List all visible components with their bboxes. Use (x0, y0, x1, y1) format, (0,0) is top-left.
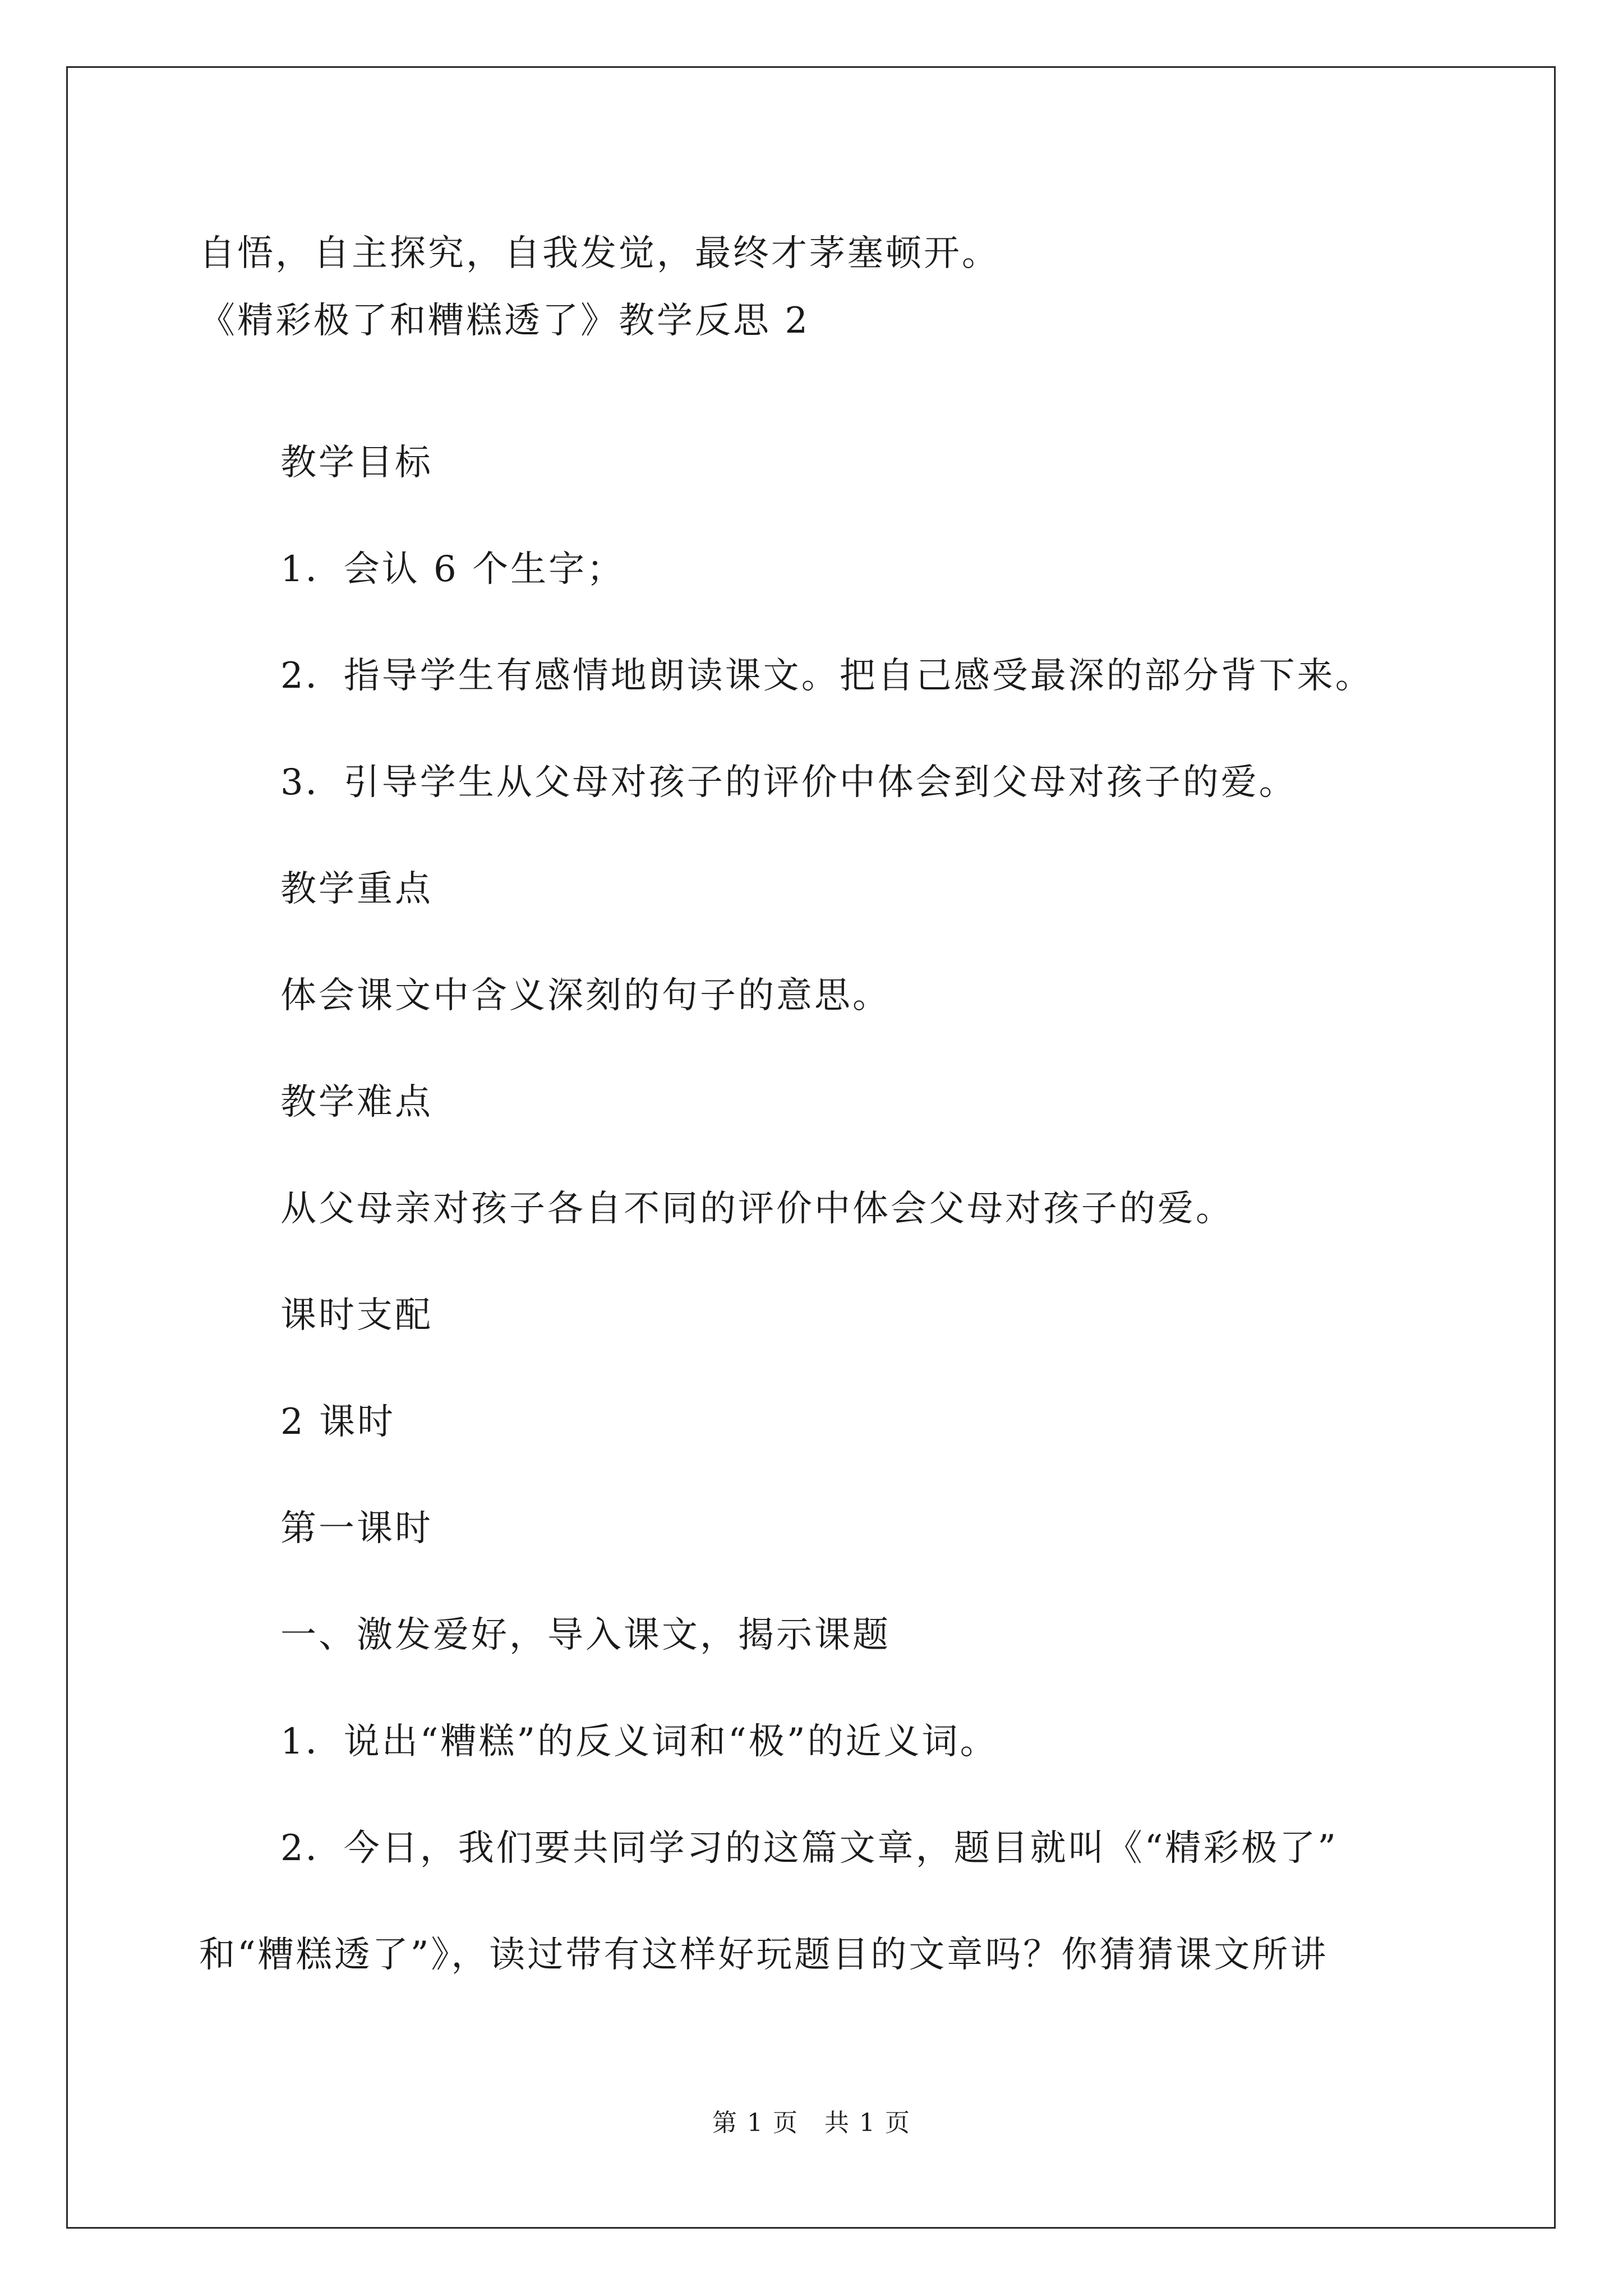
page-footer: 第 1 页 共 1 页 (712, 2109, 911, 2137)
step-item-1: 1．说出“糟糕”的反义词和“极”的近义词。 (280, 1721, 998, 1763)
step-item-2: 2．今日，我们要共同学习的这篇文章，题目就叫《“精彩极了” (280, 1828, 1339, 1869)
heading-key-points: 教学重点 (280, 868, 433, 910)
paragraph-line: 从父母亲对孩子各自不同的评价中体会父母对孩子的爱。 (280, 1188, 1234, 1230)
goal-item-2: 2．指导学生有感情地朗读课文。把自己感受最深的部分背下来。 (280, 655, 1373, 697)
heading-teaching-goals: 教学目标 (280, 442, 433, 484)
goal-item-1: 1．会认 6 个生字； (280, 549, 625, 590)
paragraph-line: 体会课文中含义深刻的句子的意思。 (280, 975, 891, 1016)
page-frame (66, 66, 1556, 2229)
heading-first-lesson: 第一课时 (280, 1508, 433, 1549)
paragraph-line: 自悟，自主探究，自我发觉，最终才茅塞顿开。 (199, 233, 1000, 274)
paragraph-line: 2 课时 (280, 1401, 396, 1443)
heading-difficulties: 教学难点 (280, 1082, 433, 1123)
paragraph-line: 和“糟糕透了”》，读过带有这样好玩题目的文章吗？你猜猜课文所讲 (199, 1934, 1329, 1976)
heading-step-one: 一、激发爱好，导入课文，揭示课题 (280, 1614, 891, 1656)
section-title: 《精彩极了和糟糕透了》教学反思 2 (199, 300, 810, 342)
goal-item-3: 3．引导学生从父母对孩子的评价中体会到父母对孩子的爱。 (280, 762, 1297, 803)
heading-class-schedule: 课时支配 (280, 1295, 433, 1336)
